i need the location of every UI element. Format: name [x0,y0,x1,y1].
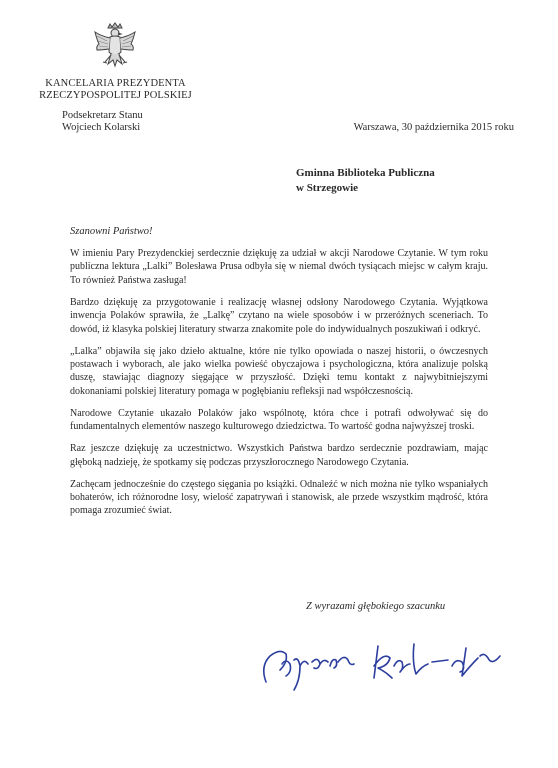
official-name: Wojciech Kolarski [62,122,141,133]
closing-phrase: Z wyrazami głębokiego szacunku [306,601,446,612]
paragraph: Zachęcam jednocześnie do częstego sięgania po książki. Odnaleźć w nich można nie tylko wspaniałych bohaterów, ich różnorodne losy, wielość zapatrywań i stanowisk, ale przede wszystkim mądrość, która pomaga zrozumieć świat. [70,478,488,517]
paragraph: Bardzo dziękuję za przygotowanie i realizację własnej odsłony Narodowego Czytania. Wyjątkowa inwencja Polaków sprawiła, że „Lalkę” czytano na wiele sposobów i w przeróżnych sceneriach. To dowód, iż klasyka polskiej literatury stwarza znakomite pole do indywidualnych poszukiwań i odkryć. [70,296,488,335]
salutation: Szanowni Państwo! [70,226,153,237]
office-name-line2: RZECZYPOSPOLITEJ POLSKIEJ [39,90,192,101]
recipient-line1: Gminna Biblioteka Publiczna [296,167,435,179]
office-header [28,78,203,102]
paragraph: Narodowe Czytanie ukazało Polaków jako wspólnotę, która chce i potrafi odwoływać się do fundamentalnych elementów naszego kulturowego dziedzictwa. To wartość godna najwyższej troski. [70,407,488,433]
letter-body [70,247,488,526]
polish-eagle-emblem-icon [93,22,137,76]
paragraph: „Lalka” objawiła się jako dzieło aktualne, które nie tylko opowiada o naszej historii, o ówczesnych postawach i wyborach, ale jako wielka powieść obyczajowa i psychologiczna, która analizuje polską duszę, stawiając diagnozy sięgające w przyszłość. Dzięki temu kontakt z najwybitniejszymi dokonaniami polskiej literatury pomaga w pogłębianiu refleksji nad współczesnością. [70,345,488,397]
official-block [62,110,172,134]
office-name-line1: KANCELARIA PREZYDENTA [45,78,186,89]
paragraph: Raz jeszcze dziękuję za uczestnictwo. Wszystkich Państwa bardzo serdecznie pozdrawiam, mając głęboką nadzieję, że spotkamy się podczas przyszłorocznego Narodowego Czytania. [70,443,488,468]
letter-date: Warszawa, 30 października 2015 roku [353,122,514,133]
recipient-line2: w Strzegowie [296,182,359,194]
official-title: Podsekretarz Stanu [62,110,143,121]
handwritten-signature-icon [256,636,521,698]
recipient-block [296,166,435,196]
paragraph: W imieniu Pary Prezydenckiej serdecznie dziękuję za udział w akcji Narodowe Czytanie. W tym roku publiczna lektura „Lalki” Bolesława Prusa odbyła się w niemal dwóch tysiącach miejsc w całym kraju. To również Państwa zasługa! [70,248,488,286]
